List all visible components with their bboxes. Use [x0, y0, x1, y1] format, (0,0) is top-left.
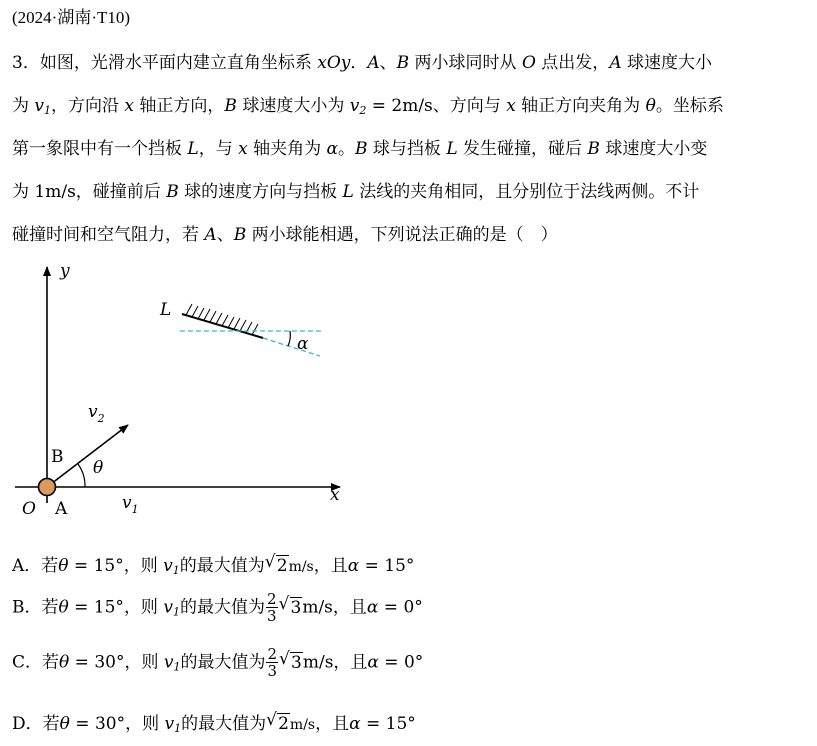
sqrt-expression: √ 2 — [266, 710, 289, 734]
option-a[interactable]: A．若θ = 15°，则 $v_1$的最大值为 √ 2m/s，且α = 15° — [12, 552, 415, 577]
v2-label: $v_2$ — [88, 402, 105, 425]
alpha-arc — [288, 331, 290, 346]
option-c[interactable]: C．若θ = 30°，则 $v_1$的最大值为 $\frac{2}{3}$ √ 3m/s，且α = 0° — [12, 645, 424, 680]
diagram-figure — [0, 255, 360, 525]
board-L — [182, 304, 263, 338]
question-line-4: 为 1m/s，碰撞前后 B 球的速度方向与挡板 L 法线的夹角相同，且分别位于法线两侧。不计 — [12, 182, 700, 202]
x-axis-label: x — [330, 485, 340, 505]
option-d[interactable]: D．若θ = 30°，则 $v_1$的最大值为 √ 2m/s，且α = 15° — [12, 710, 416, 735]
origin-label: O — [22, 499, 36, 519]
label-A: A — [55, 499, 68, 519]
theta-arc — [78, 464, 85, 487]
fraction: $\frac{2}{3}$ — [267, 645, 278, 680]
alpha-label: α — [297, 334, 309, 354]
sqrt-expression: √ 3 — [279, 648, 302, 673]
question-line-3: 第一象限中有一个挡板 L，与 x 轴夹角为 α。B 球与挡板 L 发生碰撞，碰后 B 球速度大小变 — [12, 139, 708, 159]
source-tag: (2024·湖南·T10) — [12, 8, 131, 27]
label-B: B — [51, 447, 64, 467]
option-b[interactable]: B．若θ = 15°，则 $v_1$的最大值为 $\frac{2}{3}$ √ 3m/s，且α = 0° — [12, 590, 423, 625]
sqrt-expression: √ 2 — [264, 552, 288, 576]
theta-label: θ — [93, 458, 104, 478]
question-line-1: 3．如图，光滑水平面内建立直角坐标系 xOy．A、B 两小球同时从 O 点出发，A 球速度大小 — [12, 53, 712, 73]
fraction: $\frac{2}{3}$ — [266, 590, 277, 625]
y-axis-label: y — [60, 261, 70, 281]
board-label: L — [160, 300, 172, 320]
question-number: 3． — [12, 53, 40, 73]
question-line-5: 碰撞时间和空气阻力，若 A、B 两小球能相遇，下列说法正确的是（ ） — [12, 225, 558, 245]
sqrt-expression: √ 3 — [278, 593, 302, 618]
v1-label: $v_1$ — [122, 493, 139, 516]
question-line-2: 为 $v_1$，方向沿 x 轴正方向，B 球速度大小为 $v_2 = 2m/s$、方向与 x 轴正方向夹角为 θ。坐标系 — [12, 96, 724, 117]
board-extension-dashed — [263, 338, 320, 356]
ball-at-origin — [39, 479, 56, 496]
